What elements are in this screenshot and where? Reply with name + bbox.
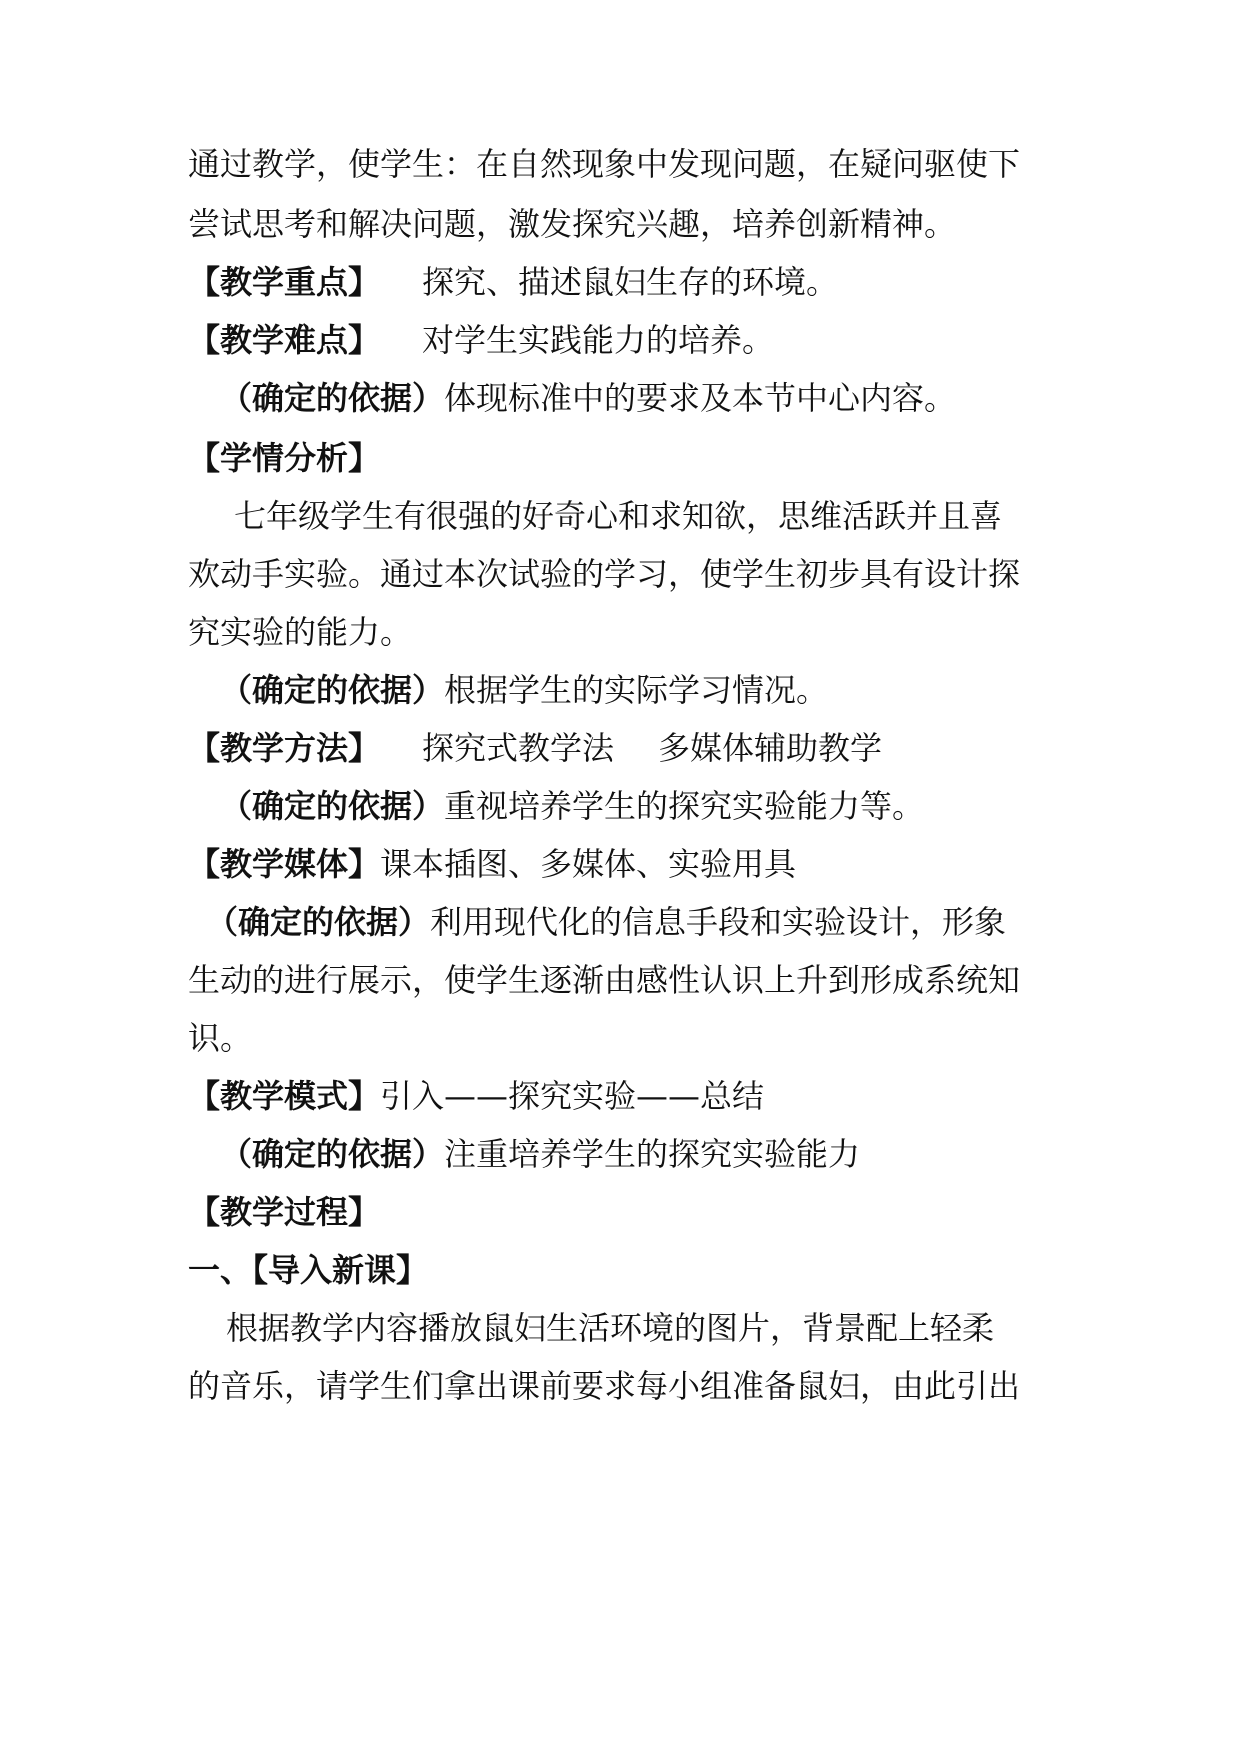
teaching-media-text: 课本插图、多媒体、实验用具: [380, 845, 797, 883]
basis-5: [220, 1132, 1100, 1176]
introduction-heading: 一、【导入新课】: [188, 1251, 429, 1289]
basis-4-line-1: [206, 900, 1086, 944]
basis-3-text: 重视培养学生的探究实验能力等。: [444, 787, 925, 825]
basis-1: [220, 376, 1100, 420]
learner-analysis-heading: 【学情分析】: [188, 439, 381, 477]
teaching-mode: [188, 1074, 1068, 1118]
teaching-difficulty-label: 【教学难点】: [188, 321, 381, 359]
introduction-line-1: 根据教学内容播放鼠妇生活环境的图片，背景配上轻柔: [226, 1309, 995, 1347]
learner-analysis-line-2: 欢动手实验。通过本次试验的学习，使学生初步具有设计探: [188, 555, 1021, 593]
basis-3: [220, 784, 1100, 828]
basis-4-label: （确定的依据）: [206, 903, 431, 941]
teaching-mode-text: 引入——探究实验——总结: [380, 1077, 765, 1115]
basis-1-label: （确定的依据）: [220, 379, 445, 417]
teaching-method-text-1: 探究式教学法: [422, 729, 615, 767]
teaching-mode-label: 【教学模式】: [188, 1077, 381, 1115]
basis-5-text: 注重培养学生的探究实验能力: [444, 1135, 861, 1173]
basis-2: [220, 668, 1100, 712]
teaching-method-label: 【教学方法】: [188, 729, 381, 767]
teaching-media-label: 【教学媒体】: [188, 845, 381, 883]
teaching-difficulty-text: 对学生实践能力的培养。: [422, 321, 775, 359]
teaching-focus: [188, 260, 1068, 304]
basis-5-label: （确定的依据）: [220, 1135, 445, 1173]
basis-4-line-2: 生动的进行展示，使学生逐渐由感性认识上升到形成系统知: [188, 961, 1021, 999]
basis-4-text-1: 利用现代化的信息手段和实验设计，形象: [430, 903, 1007, 941]
teaching-method-text-2: 多媒体辅助教学: [658, 729, 883, 767]
teaching-focus-label: 【教学重点】: [188, 263, 381, 301]
basis-1-text: 体现标准中的要求及本节中心内容。: [444, 379, 957, 417]
basis-3-label: （确定的依据）: [220, 787, 445, 825]
basis-2-text: 根据学生的实际学习情况。: [444, 671, 829, 709]
learner-analysis-line-1: 七年级学生有很强的好奇心和求知欲，思维活跃并且喜: [234, 497, 1003, 535]
learner-analysis-line-3: 究实验的能力。: [188, 613, 413, 651]
introduction-line-2: 的音乐，请学生们拿出课前要求每小组准备鼠妇，由此引出: [188, 1367, 1021, 1405]
teaching-method: [188, 726, 1068, 770]
basis-2-label: （确定的依据）: [220, 671, 445, 709]
objective-line-1: 通过教学，使学生：在自然现象中发现问题，在疑问驱使下: [188, 145, 1021, 183]
objective-line-2: 尝试思考和解决问题，激发探究兴趣，培养创新精神。: [188, 205, 957, 243]
teaching-difficulty: [188, 318, 1068, 362]
teaching-process-heading: 【教学过程】: [188, 1193, 381, 1231]
teaching-focus-text: 探究、描述鼠妇生存的环境。: [422, 263, 839, 301]
teaching-media: [188, 842, 1068, 886]
basis-4-line-3: 识。: [188, 1019, 253, 1057]
